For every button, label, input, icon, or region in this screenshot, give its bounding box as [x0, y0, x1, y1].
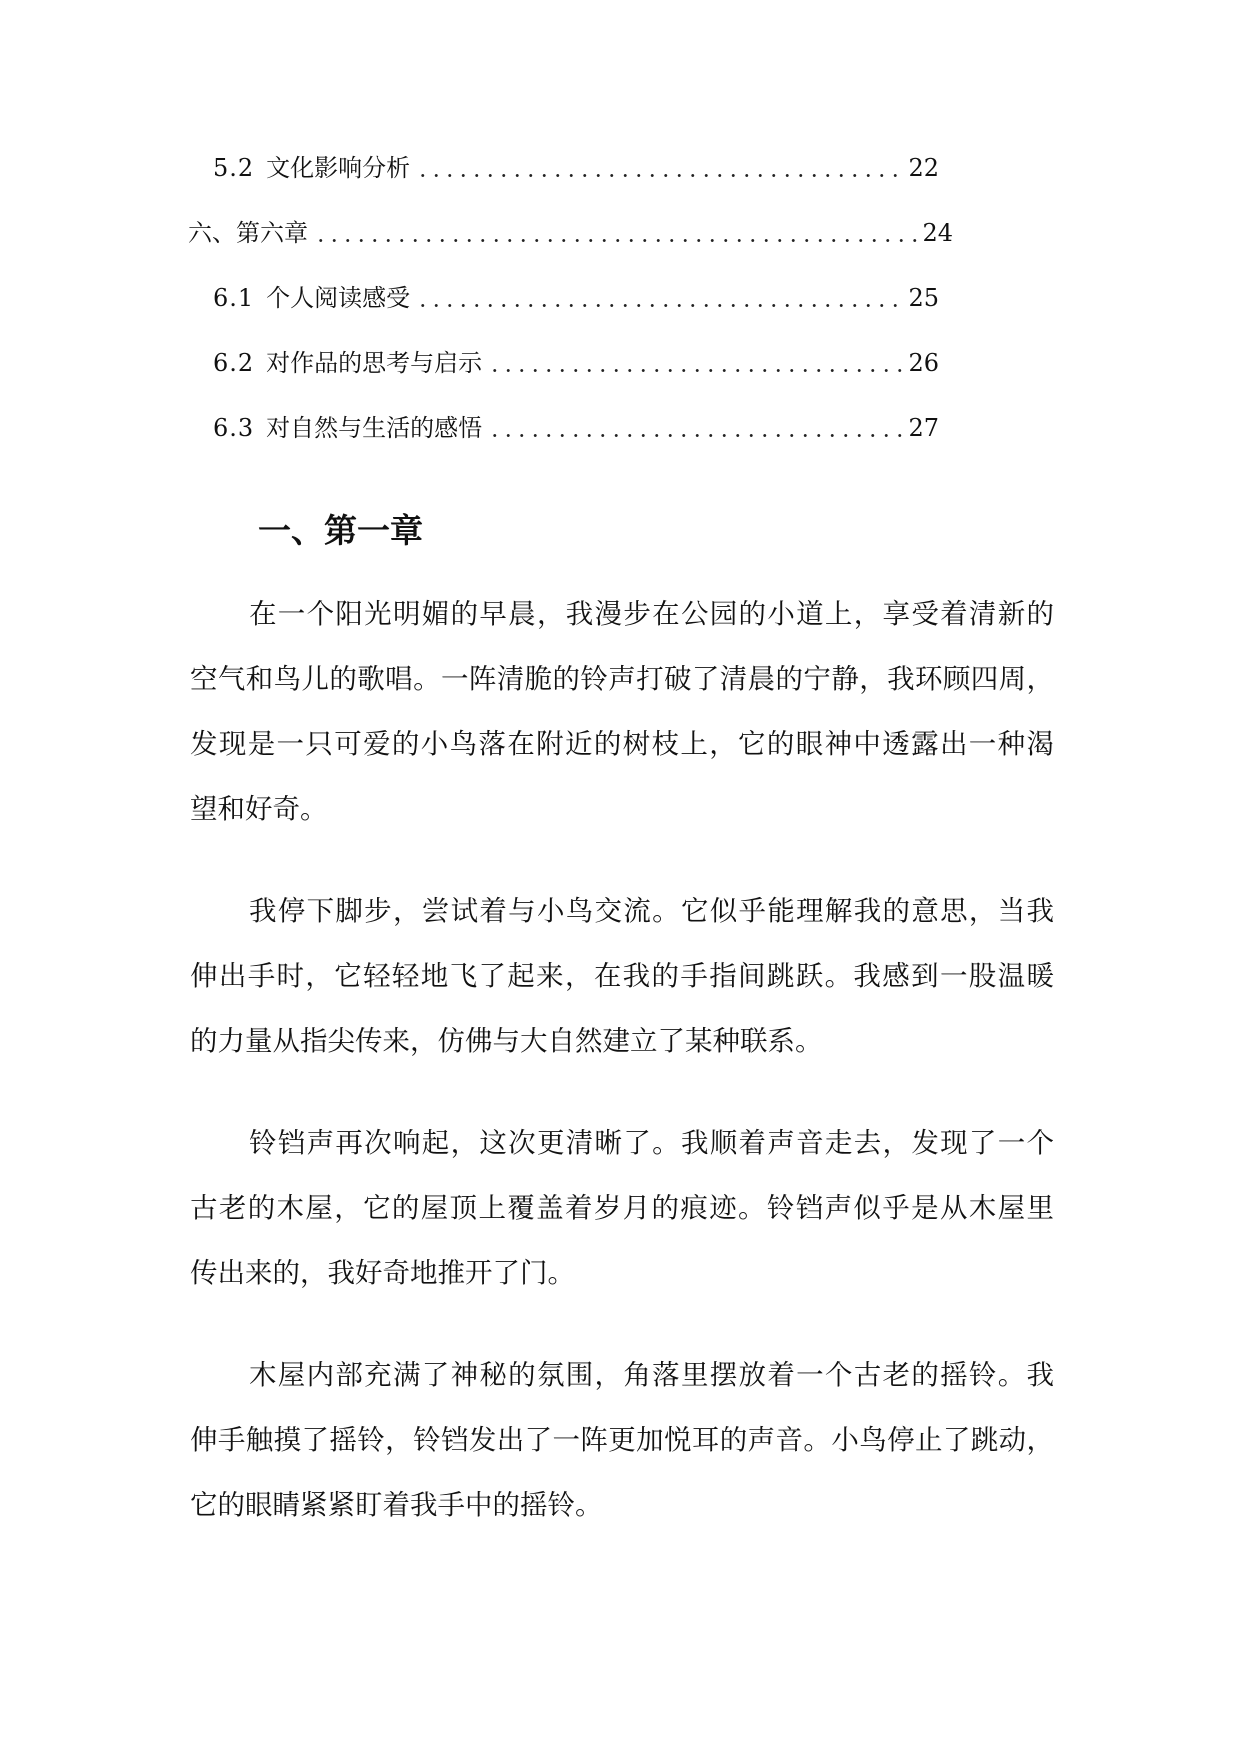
text-line: 铃铛声再次响起，这次更清晰了。我顺着声音走去，发现了一个 [249, 1127, 1054, 1159]
text-line: 在一个阳光明媚的早晨，我漫步在公园的小道上，享受着清新的 [249, 598, 1054, 630]
toc-entry-6-1[interactable] [213, 265, 939, 330]
toc-entry-title: 对作品的思考与启示 [266, 348, 483, 377]
toc-entry-title: 第六章 [236, 218, 308, 247]
chapter-heading: 一、第一章 [258, 511, 423, 550]
toc-entry-page-number: 22 [908, 153, 939, 182]
toc-dot-leader [488, 416, 904, 440]
toc-dot-leader [416, 286, 904, 310]
toc-entry-title: 对自然与生活的感悟 [266, 413, 483, 442]
text-line: 我停下脚步，尝试着与小鸟交流。它似乎能理解我的意思，当我 [249, 895, 1054, 927]
toc-entry-number: 6.3 [213, 413, 255, 442]
paragraph [190, 1343, 1054, 1538]
toc-entry-title: 文化影响分析 [266, 153, 411, 182]
text-line: 发现是一只可爱的小鸟落在附近的树枝上，它的眼神中透露出一种渴 [190, 728, 1054, 760]
paragraph [190, 879, 1054, 1074]
text-line: 的力量从指尖传来，仿佛与大自然建立了某种联系。 [190, 1025, 823, 1057]
table-of-contents [0, 135, 1241, 460]
paragraph [190, 1111, 1054, 1306]
toc-entry-6-2[interactable] [213, 330, 939, 395]
toc-dot-leader [416, 156, 904, 180]
text-line: 木屋内部充满了神秘的氛围，角落里摆放着一个古老的摇铃。我 [249, 1359, 1054, 1391]
toc-entry-page-number: 25 [908, 283, 939, 312]
toc-entry-number: 6.2 [213, 348, 255, 377]
text-line: 伸手触摸了摇铃，铃铛发出了一阵更加悦耳的声音。小鸟停止了跳动， [190, 1424, 1054, 1456]
toc-entry-6-3[interactable] [213, 395, 939, 460]
toc-dot-leader [488, 351, 904, 375]
text-line: 空气和鸟儿的歌唱。一阵清脆的铃声打破了清晨的宁静，我环顾四周， [190, 663, 1054, 695]
toc-entry-page-number: 24 [922, 218, 953, 247]
toc-entry-page-number: 26 [908, 348, 939, 377]
toc-entry-chapter-6[interactable] [188, 200, 953, 265]
toc-entry-number: 六、 [188, 218, 236, 247]
toc-entry-number: 6.1 [213, 283, 255, 312]
toc-entry-title: 个人阅读感受 [266, 283, 411, 312]
text-line: 它的眼睛紧紧盯着我手中的摇铃。 [190, 1489, 603, 1521]
toc-dot-leader [314, 221, 918, 245]
chapter-body [190, 582, 1054, 1575]
toc-entry-5-2[interactable] [213, 135, 939, 200]
text-line: 传出来的，我好奇地推开了门。 [190, 1257, 575, 1289]
text-line: 古老的木屋，它的屋顶上覆盖着岁月的痕迹。铃铛声似乎是从木屋里 [190, 1192, 1054, 1224]
text-line: 望和好奇。 [190, 793, 328, 825]
toc-entry-page-number: 27 [908, 413, 939, 442]
toc-entry-number: 5.2 [213, 153, 255, 182]
text-line: 伸出手时，它轻轻地飞了起来，在我的手指间跳跃。我感到一股温暖 [190, 960, 1054, 992]
paragraph [190, 582, 1054, 842]
